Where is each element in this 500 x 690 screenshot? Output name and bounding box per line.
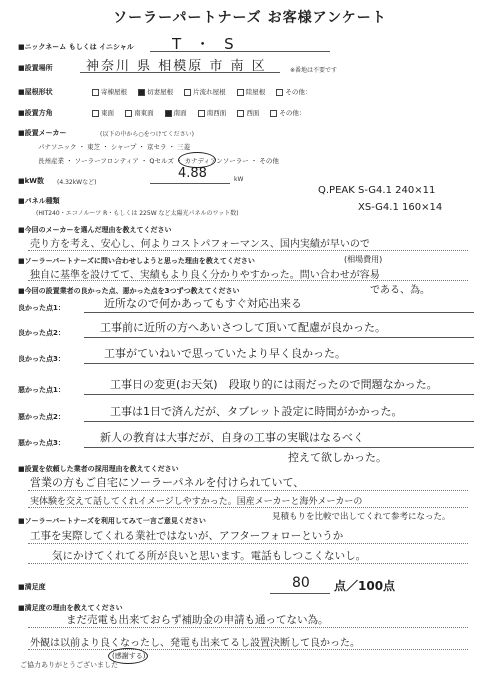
direction-option-6[interactable]: その他： [270,109,305,117]
direction-options [92,108,314,117]
reason-contact-answer-2: である、為。 [370,285,430,296]
checkbox[interactable] [276,89,283,96]
sp-one-answer-1: 工事を実際してくれる業社ではないが、アフターフォローというか [30,530,344,542]
good-point-3-text: 工事がていねいで思っていたより早く良かった。 [104,347,346,360]
roof-option-4[interactable]: 陸屋根 [237,88,266,96]
good-point-1-text: 近所なので何かあってもすぐ対応出来る [104,297,302,310]
checkbox-checked[interactable] [165,110,172,117]
bad-point-3-text-cont: 控えて欲しかった。 [288,451,387,464]
kw-unit: kW [234,176,244,183]
bad-point-2-label: 悪かった点2： [18,413,65,421]
maker-line-1: パナソニック ・ 東芝 ・ シャープ ・ 京セラ ・ 三菱 [38,143,191,151]
kw-value: 4.88 [178,166,207,181]
reason-contact-answer-1: 独自に基準を設けてて、実績もより良く分かりやすかった。問い合わせが容易 [30,270,380,281]
satisfaction-suffix: 点／100点 [334,579,396,593]
checkbox-checked[interactable] [138,89,145,96]
kw-hint: (4.32kWなど) [57,179,97,186]
panel-hint: (HIT240・エコノルーツ R・もしくは 225W など太陽光パネルのワット数) [36,210,239,217]
location-note: ※番地は不要です [290,67,338,74]
sp-one-answer-2: 気にかけてくれてる所が良いと思います。電話もしつこくないし。 [52,550,367,562]
roof-option-1[interactable]: 寄棟屋根 [92,88,127,96]
roof-label: ■屋根形状 [18,88,53,96]
reason-contact-label: ■ソーラーパートナーズに問い合わせしようと思った理由を教えてください [18,257,255,265]
sp-one-note: 見積もりを比較で出してくれて参考になった。 [272,512,451,522]
location-label: ■設置場所 [18,64,53,72]
checkbox[interactable] [184,89,191,96]
checkbox[interactable] [237,110,244,117]
location-value: 神奈川 県 相模原 市 南 区 [86,59,267,74]
reason-contact-annotation: (相場費用) [344,255,383,264]
checkbox[interactable] [92,110,99,117]
direction-option-3[interactable]: 南面 [165,109,187,117]
direction-option-1[interactable]: 東面 [92,109,114,117]
checkbox[interactable] [270,110,277,117]
direction-option-2[interactable]: 南東面 [125,109,154,117]
satisfaction-label: ■満足度 [18,583,46,591]
maker-hint: (以下の中から○をつけてください) [100,131,194,138]
bad-point-2-text: 工事は1日で済んだが、タブレット設定に時間がかかった。 [110,405,403,418]
maker-label: ■設置メーカー [18,129,67,137]
direction-option-4[interactable]: 南西面 [198,109,227,117]
nickname-value: T・S [172,35,248,53]
panel-label: ■パネル種類 [18,197,60,205]
satisfaction-reason-label: ■満足度の理由を教えてください [18,604,123,612]
footer-note: (感謝する) [112,652,146,660]
bad-point-1-text: 工事日の変更(お天気) 段取り的には雨だったので問題なかった。 [110,378,438,391]
roof-options [92,87,320,96]
bad-point-3-text: 新人の教育は大事だが、自身の工事の実戦はなるべく [100,431,364,444]
footer-note-circle [108,648,148,664]
satisfaction-reason-answer-1: まだ売電も出来ておらず補助金の申請も通ってない為。 [66,614,329,626]
sp-one-label: ■ソーラーパートナーズを利用してみて一言ご意見ください [18,517,206,525]
checkbox[interactable] [237,89,244,96]
checkbox[interactable] [92,89,99,96]
roof-option-5[interactable]: その他： [276,88,311,96]
nickname-label: ■ニックネーム もしくは イニシャル [18,43,134,51]
installer-reason-label: ■設置を依頼した業者の採用理由を教えてください [18,465,179,473]
reason-maker-answer: 売り方を考え、安心し、何よりコストパフォーマンス、国内実績が早いので [30,239,370,250]
checkbox[interactable] [198,110,205,117]
footer-label: ご協力ありがとうございました [20,661,118,669]
installer-reason-answer-2: 実体験を交えて話してくれイメージしやすかった。国産メーカーと海外メーカーの [30,497,363,507]
satisfaction-score: 80 [292,575,310,591]
bad-point-3-label: 悪かった点3： [18,439,65,447]
checkbox[interactable] [125,110,132,117]
good-point-3-label: 良かった点3： [18,355,65,363]
good-point-2-label: 良かった点2： [18,329,65,337]
maker-line-2: 長州産業 ・ ソーラーフロンティア ・ Qセルズ ・ カナディアンソーラー ・ その他 [38,157,279,165]
reason-maker-label: ■今回のメーカーを選んだ理由を教えてください [18,226,172,234]
installer-reason-answer-1: 営業の方もご自宅にソーラーパネルを付けられていて、 [30,476,305,489]
satisfaction-reason-answer-2: 外観は以前より良くなったし、発電も出来てるし設置決断して良かった。 [30,638,360,649]
good-point-2-text: 工事前に近所の方へあいさつして頂いて配慮が良かった。 [100,321,386,334]
good-point-1-label: 良かった点1： [18,304,65,312]
good-bad-label: ■今回の設置業者の良かった点、悪かった点を3つずつ教えてください [18,287,240,295]
bad-point-1-label: 悪かった点1： [18,386,65,394]
roof-option-2[interactable]: 切妻屋根 [138,88,173,96]
survey-title: ソーラーパートナーズ お客様アンケート [113,10,387,26]
panel-value-1: Q.PEAK S-G4.1 240×11 [318,185,436,196]
roof-option-3[interactable]: 片流れ屋根 [184,88,226,96]
kw-label: ■kW数 [18,177,44,185]
direction-option-5[interactable]: 西面 [237,109,259,117]
direction-label: ■設置方角 [18,109,53,117]
panel-value-2: XS-G4.1 160×14 [358,202,443,213]
